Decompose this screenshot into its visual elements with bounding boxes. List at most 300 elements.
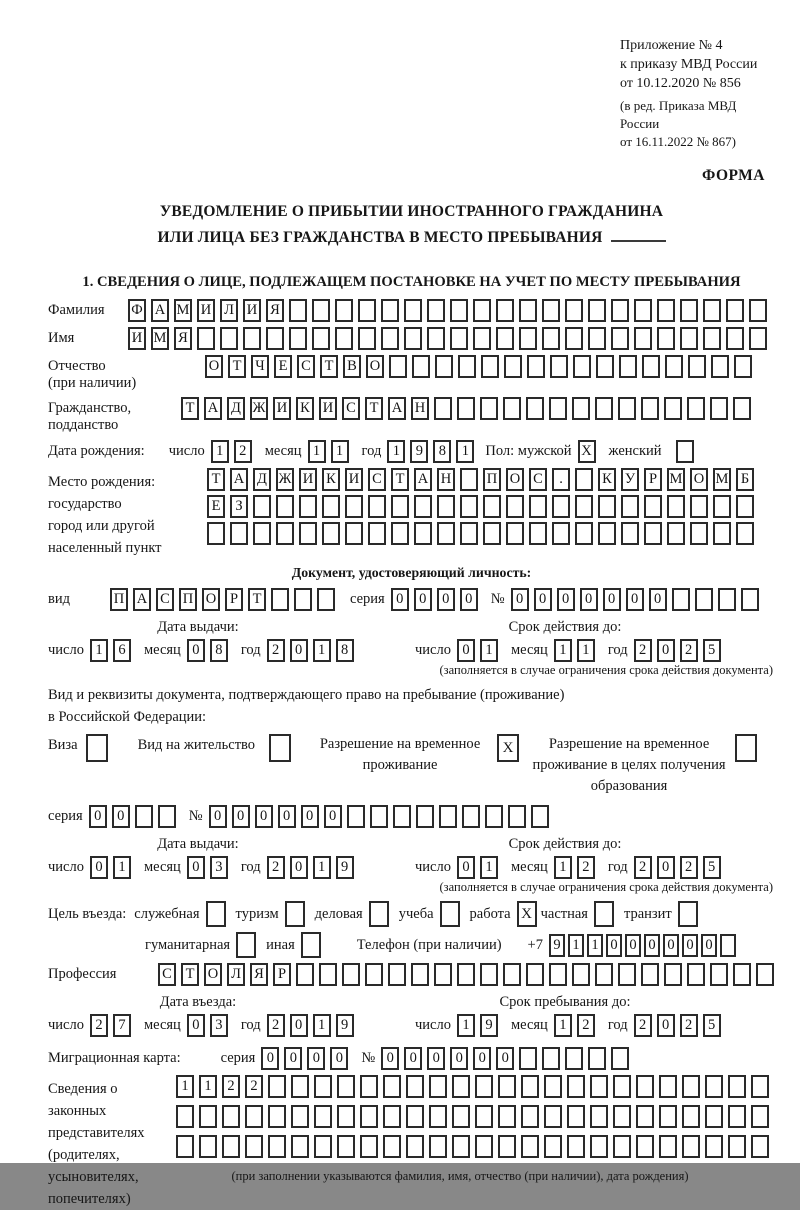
char-cell[interactable]: Л [227, 963, 245, 986]
temp-residence-education-checkbox[interactable] [735, 734, 757, 762]
char-cell[interactable] [452, 1135, 470, 1158]
char-cell[interactable]: 1 [113, 856, 131, 879]
char-cell[interactable] [473, 299, 491, 322]
char-cell[interactable] [728, 1135, 746, 1158]
char-cell[interactable] [726, 327, 744, 350]
char-cell[interactable] [450, 327, 468, 350]
char-cell[interactable]: И [273, 397, 291, 420]
char-cell[interactable] [393, 805, 411, 828]
char-cell[interactable] [276, 495, 294, 518]
char-cell[interactable] [368, 522, 386, 545]
char-cell[interactable] [199, 1135, 217, 1158]
char-cell[interactable] [590, 1135, 608, 1158]
char-cell[interactable]: 0 [473, 1047, 491, 1070]
char-cell[interactable] [365, 963, 383, 986]
char-cell[interactable]: 1 [480, 639, 498, 662]
char-cell[interactable] [613, 1075, 631, 1098]
char-cell[interactable]: 0 [330, 1047, 348, 1070]
char-cell[interactable] [751, 1075, 769, 1098]
char-cell[interactable]: С [158, 963, 176, 986]
char-cell[interactable]: 0 [625, 934, 641, 957]
char-cell[interactable] [588, 1047, 606, 1070]
char-cell[interactable] [314, 1105, 332, 1128]
char-cell[interactable] [345, 495, 363, 518]
char-cell[interactable]: 0 [644, 934, 660, 957]
char-cell[interactable]: Я [174, 327, 192, 350]
char-cell[interactable] [276, 522, 294, 545]
char-cell[interactable]: Я [266, 299, 284, 322]
char-cell[interactable] [519, 1047, 537, 1070]
char-cell[interactable]: А [388, 397, 406, 420]
char-cell[interactable] [590, 1075, 608, 1098]
char-cell[interactable] [596, 355, 614, 378]
char-cell[interactable] [549, 963, 567, 986]
char-cell[interactable]: М [713, 468, 731, 491]
char-cell[interactable] [462, 805, 480, 828]
char-cell[interactable] [598, 495, 616, 518]
char-cell[interactable] [667, 522, 685, 545]
char-cell[interactable]: 2 [234, 440, 252, 463]
char-cell[interactable] [289, 327, 307, 350]
char-cell[interactable] [695, 588, 713, 611]
temp-residence-checkbox[interactable]: X [497, 734, 519, 762]
char-cell[interactable]: 0 [626, 588, 644, 611]
char-cell[interactable]: 1 [554, 639, 572, 662]
char-cell[interactable] [322, 495, 340, 518]
char-cell[interactable] [481, 355, 499, 378]
char-cell[interactable]: И [243, 299, 261, 322]
residence-permit-checkbox[interactable] [269, 734, 291, 762]
char-cell[interactable]: 1 [456, 440, 474, 463]
char-cell[interactable] [573, 355, 591, 378]
char-cell[interactable] [291, 1075, 309, 1098]
char-cell[interactable]: О [690, 468, 708, 491]
char-cell[interactable]: 2 [245, 1075, 263, 1098]
char-cell[interactable]: 2 [267, 856, 285, 879]
char-cell[interactable] [245, 1105, 263, 1128]
char-cell[interactable]: 5 [703, 856, 721, 879]
char-cell[interactable] [406, 1075, 424, 1098]
char-cell[interactable] [322, 522, 340, 545]
char-cell[interactable] [565, 327, 583, 350]
char-cell[interactable]: 0 [290, 639, 308, 662]
char-cell[interactable] [294, 588, 312, 611]
char-cell[interactable]: К [598, 468, 616, 491]
char-cell[interactable] [664, 397, 682, 420]
char-cell[interactable] [450, 299, 468, 322]
char-cell[interactable] [588, 299, 606, 322]
char-cell[interactable]: Л [220, 299, 238, 322]
char-cell[interactable]: 1 [457, 1014, 475, 1037]
char-cell[interactable]: И [197, 299, 215, 322]
char-cell[interactable]: 2 [680, 639, 698, 662]
char-cell[interactable]: 2 [577, 1014, 595, 1037]
char-cell[interactable] [404, 327, 422, 350]
char-cell[interactable]: К [296, 397, 314, 420]
char-cell[interactable] [565, 1047, 583, 1070]
char-cell[interactable] [575, 522, 593, 545]
char-cell[interactable]: П [110, 588, 128, 611]
char-cell[interactable]: К [322, 468, 340, 491]
char-cell[interactable]: Т [207, 468, 225, 491]
char-cell[interactable]: Т [320, 355, 338, 378]
char-cell[interactable] [253, 522, 271, 545]
char-cell[interactable]: С [529, 468, 547, 491]
char-cell[interactable] [572, 963, 590, 986]
char-cell[interactable]: 0 [404, 1047, 422, 1070]
char-cell[interactable] [291, 1135, 309, 1158]
male-checkbox[interactable]: X [578, 440, 596, 463]
char-cell[interactable]: 0 [657, 639, 675, 662]
char-cell[interactable] [565, 299, 583, 322]
char-cell[interactable] [665, 355, 683, 378]
char-cell[interactable] [176, 1135, 194, 1158]
char-cell[interactable] [347, 805, 365, 828]
char-cell[interactable]: И [319, 397, 337, 420]
char-cell[interactable] [296, 963, 314, 986]
char-cell[interactable] [703, 299, 721, 322]
char-cell[interactable]: 0 [427, 1047, 445, 1070]
char-cell[interactable]: 0 [701, 934, 717, 957]
char-cell[interactable] [751, 1135, 769, 1158]
char-cell[interactable] [427, 299, 445, 322]
char-cell[interactable]: 1 [554, 856, 572, 879]
char-cell[interactable]: 0 [255, 805, 273, 828]
char-cell[interactable] [682, 1135, 700, 1158]
char-cell[interactable]: 0 [457, 639, 475, 662]
char-cell[interactable] [335, 299, 353, 322]
char-cell[interactable]: Е [274, 355, 292, 378]
purpose-official-checkbox[interactable] [206, 901, 226, 927]
char-cell[interactable]: 1 [199, 1075, 217, 1098]
char-cell[interactable]: Т [365, 397, 383, 420]
char-cell[interactable] [406, 1105, 424, 1128]
char-cell[interactable] [567, 1105, 585, 1128]
char-cell[interactable] [480, 397, 498, 420]
char-cell[interactable] [718, 588, 736, 611]
char-cell[interactable] [199, 1105, 217, 1128]
char-cell[interactable]: С [342, 397, 360, 420]
char-cell[interactable]: 1 [577, 639, 595, 662]
char-cell[interactable] [613, 1135, 631, 1158]
char-cell[interactable] [728, 1105, 746, 1128]
char-cell[interactable]: 0 [261, 1047, 279, 1070]
char-cell[interactable]: 1 [480, 856, 498, 879]
char-cell[interactable] [544, 1135, 562, 1158]
char-cell[interactable] [314, 1075, 332, 1098]
char-cell[interactable] [475, 1075, 493, 1098]
char-cell[interactable] [485, 805, 503, 828]
char-cell[interactable] [659, 1075, 677, 1098]
char-cell[interactable]: М [151, 327, 169, 350]
char-cell[interactable] [521, 1135, 539, 1158]
purpose-private-checkbox[interactable] [594, 901, 614, 927]
char-cell[interactable] [713, 522, 731, 545]
char-cell[interactable] [391, 522, 409, 545]
char-cell[interactable] [636, 1105, 654, 1128]
char-cell[interactable]: 5 [703, 1014, 721, 1037]
char-cell[interactable] [291, 1105, 309, 1128]
char-cell[interactable]: Е [207, 495, 225, 518]
char-cell[interactable] [641, 397, 659, 420]
char-cell[interactable]: И [345, 468, 363, 491]
char-cell[interactable]: 0 [187, 856, 205, 879]
char-cell[interactable] [268, 1075, 286, 1098]
char-cell[interactable] [728, 1075, 746, 1098]
char-cell[interactable] [690, 495, 708, 518]
char-cell[interactable]: О [202, 588, 220, 611]
char-cell[interactable] [358, 299, 376, 322]
char-cell[interactable] [381, 299, 399, 322]
purpose-tourism-checkbox[interactable] [285, 901, 305, 927]
char-cell[interactable] [519, 299, 537, 322]
char-cell[interactable] [460, 495, 478, 518]
char-cell[interactable]: 1 [176, 1075, 194, 1098]
char-cell[interactable] [644, 522, 662, 545]
char-cell[interactable] [480, 963, 498, 986]
char-cell[interactable]: 9 [549, 934, 565, 957]
char-cell[interactable]: 1 [554, 1014, 572, 1037]
char-cell[interactable]: 0 [580, 588, 598, 611]
char-cell[interactable] [452, 1075, 470, 1098]
char-cell[interactable]: А [151, 299, 169, 322]
char-cell[interactable]: Н [437, 468, 455, 491]
char-cell[interactable] [503, 963, 521, 986]
char-cell[interactable]: 2 [634, 639, 652, 662]
char-cell[interactable] [641, 963, 659, 986]
purpose-study-checkbox[interactable] [440, 901, 460, 927]
char-cell[interactable] [659, 1135, 677, 1158]
char-cell[interactable]: А [133, 588, 151, 611]
char-cell[interactable]: Ж [276, 468, 294, 491]
char-cell[interactable] [705, 1075, 723, 1098]
char-cell[interactable]: 8 [336, 639, 354, 662]
char-cell[interactable] [688, 355, 706, 378]
char-cell[interactable] [572, 397, 590, 420]
char-cell[interactable]: Р [273, 963, 291, 986]
char-cell[interactable] [529, 495, 547, 518]
char-cell[interactable] [567, 1075, 585, 1098]
char-cell[interactable] [220, 327, 238, 350]
char-cell[interactable] [498, 1075, 516, 1098]
char-cell[interactable]: 2 [267, 1014, 285, 1037]
char-cell[interactable] [496, 327, 514, 350]
char-cell[interactable] [253, 495, 271, 518]
char-cell[interactable]: 2 [634, 856, 652, 879]
char-cell[interactable] [360, 1075, 378, 1098]
char-cell[interactable]: 1 [331, 440, 349, 463]
char-cell[interactable] [526, 397, 544, 420]
char-cell[interactable] [634, 299, 652, 322]
char-cell[interactable] [496, 299, 514, 322]
char-cell[interactable]: 2 [577, 856, 595, 879]
char-cell[interactable]: 9 [480, 1014, 498, 1037]
char-cell[interactable] [158, 805, 176, 828]
char-cell[interactable] [222, 1135, 240, 1158]
char-cell[interactable] [611, 299, 629, 322]
char-cell[interactable]: 0 [657, 1014, 675, 1037]
char-cell[interactable]: 3 [210, 856, 228, 879]
char-cell[interactable]: Ч [251, 355, 269, 378]
char-cell[interactable] [595, 397, 613, 420]
char-cell[interactable]: 0 [606, 934, 622, 957]
char-cell[interactable] [508, 805, 526, 828]
char-cell[interactable] [266, 327, 284, 350]
char-cell[interactable]: У [621, 468, 639, 491]
char-cell[interactable] [680, 327, 698, 350]
char-cell[interactable]: Д [227, 397, 245, 420]
char-cell[interactable] [268, 1105, 286, 1128]
char-cell[interactable] [483, 522, 501, 545]
char-cell[interactable] [475, 1105, 493, 1128]
char-cell[interactable] [360, 1105, 378, 1128]
char-cell[interactable] [687, 397, 705, 420]
char-cell[interactable]: 7 [113, 1014, 131, 1037]
char-cell[interactable] [289, 299, 307, 322]
char-cell[interactable] [458, 355, 476, 378]
char-cell[interactable] [575, 495, 593, 518]
char-cell[interactable] [521, 1075, 539, 1098]
char-cell[interactable]: М [667, 468, 685, 491]
char-cell[interactable]: 0 [437, 588, 455, 611]
char-cell[interactable] [611, 1047, 629, 1070]
char-cell[interactable]: С [156, 588, 174, 611]
char-cell[interactable] [521, 1105, 539, 1128]
char-cell[interactable] [176, 1105, 194, 1128]
char-cell[interactable] [519, 327, 537, 350]
char-cell[interactable]: 0 [511, 588, 529, 611]
char-cell[interactable] [460, 468, 478, 491]
char-cell[interactable] [733, 397, 751, 420]
char-cell[interactable]: 8 [210, 639, 228, 662]
char-cell[interactable]: 0 [284, 1047, 302, 1070]
char-cell[interactable] [531, 805, 549, 828]
char-cell[interactable]: А [414, 468, 432, 491]
char-cell[interactable] [335, 327, 353, 350]
char-cell[interactable] [672, 588, 690, 611]
char-cell[interactable]: 3 [210, 1014, 228, 1037]
char-cell[interactable]: 2 [267, 639, 285, 662]
char-cell[interactable] [667, 495, 685, 518]
char-cell[interactable]: 0 [187, 639, 205, 662]
char-cell[interactable]: 0 [381, 1047, 399, 1070]
char-cell[interactable] [503, 397, 521, 420]
char-cell[interactable]: 1 [313, 856, 331, 879]
char-cell[interactable] [741, 588, 759, 611]
char-cell[interactable] [526, 963, 544, 986]
char-cell[interactable]: 0 [460, 588, 478, 611]
char-cell[interactable] [411, 963, 429, 986]
char-cell[interactable] [552, 495, 570, 518]
char-cell[interactable] [726, 299, 744, 322]
char-cell[interactable] [473, 327, 491, 350]
char-cell[interactable]: 0 [557, 588, 575, 611]
char-cell[interactable]: 9 [336, 856, 354, 879]
char-cell[interactable]: 1 [308, 440, 326, 463]
char-cell[interactable]: 2 [222, 1075, 240, 1098]
char-cell[interactable]: Б [736, 468, 754, 491]
char-cell[interactable] [642, 355, 660, 378]
char-cell[interactable] [720, 934, 736, 957]
char-cell[interactable] [710, 963, 728, 986]
char-cell[interactable]: . [552, 468, 570, 491]
char-cell[interactable]: 0 [278, 805, 296, 828]
char-cell[interactable]: 8 [433, 440, 451, 463]
char-cell[interactable] [360, 1135, 378, 1158]
char-cell[interactable] [437, 495, 455, 518]
char-cell[interactable] [460, 522, 478, 545]
char-cell[interactable] [439, 805, 457, 828]
char-cell[interactable]: 0 [414, 588, 432, 611]
char-cell[interactable] [368, 495, 386, 518]
char-cell[interactable] [595, 963, 613, 986]
char-cell[interactable] [598, 522, 616, 545]
char-cell[interactable] [529, 522, 547, 545]
char-cell[interactable] [434, 397, 452, 420]
char-cell[interactable] [498, 1105, 516, 1128]
char-cell[interactable]: В [343, 355, 361, 378]
char-cell[interactable] [342, 963, 360, 986]
char-cell[interactable] [733, 963, 751, 986]
char-cell[interactable]: Р [644, 468, 662, 491]
char-cell[interactable] [575, 468, 593, 491]
char-cell[interactable] [682, 1105, 700, 1128]
char-cell[interactable] [567, 1135, 585, 1158]
char-cell[interactable] [619, 355, 637, 378]
char-cell[interactable] [613, 1105, 631, 1128]
visa-checkbox[interactable] [86, 734, 108, 762]
char-cell[interactable] [542, 327, 560, 350]
char-cell[interactable]: З [230, 495, 248, 518]
char-cell[interactable]: Ф [128, 299, 146, 322]
char-cell[interactable]: 0 [187, 1014, 205, 1037]
char-cell[interactable]: 0 [301, 805, 319, 828]
char-cell[interactable] [337, 1105, 355, 1128]
char-cell[interactable] [414, 522, 432, 545]
char-cell[interactable]: 0 [534, 588, 552, 611]
char-cell[interactable] [618, 963, 636, 986]
char-cell[interactable]: 9 [336, 1014, 354, 1037]
char-cell[interactable] [527, 355, 545, 378]
purpose-business-checkbox[interactable] [369, 901, 389, 927]
char-cell[interactable]: 1 [313, 639, 331, 662]
char-cell[interactable] [245, 1135, 263, 1158]
char-cell[interactable] [452, 1105, 470, 1128]
char-cell[interactable]: 6 [113, 639, 131, 662]
char-cell[interactable]: 2 [90, 1014, 108, 1037]
char-cell[interactable]: 5 [703, 639, 721, 662]
char-cell[interactable] [135, 805, 153, 828]
char-cell[interactable]: 1 [587, 934, 603, 957]
char-cell[interactable] [659, 1105, 677, 1128]
char-cell[interactable] [429, 1105, 447, 1128]
char-cell[interactable]: Д [253, 468, 271, 491]
char-cell[interactable] [337, 1135, 355, 1158]
char-cell[interactable] [542, 299, 560, 322]
char-cell[interactable] [381, 327, 399, 350]
char-cell[interactable] [549, 397, 567, 420]
char-cell[interactable]: 0 [209, 805, 227, 828]
char-cell[interactable]: 9 [410, 440, 428, 463]
char-cell[interactable]: 0 [232, 805, 250, 828]
char-cell[interactable] [749, 299, 767, 322]
char-cell[interactable]: 1 [387, 440, 405, 463]
char-cell[interactable]: П [483, 468, 501, 491]
char-cell[interactable]: Я [250, 963, 268, 986]
char-cell[interactable] [611, 327, 629, 350]
char-cell[interactable] [243, 327, 261, 350]
char-cell[interactable] [429, 1075, 447, 1098]
